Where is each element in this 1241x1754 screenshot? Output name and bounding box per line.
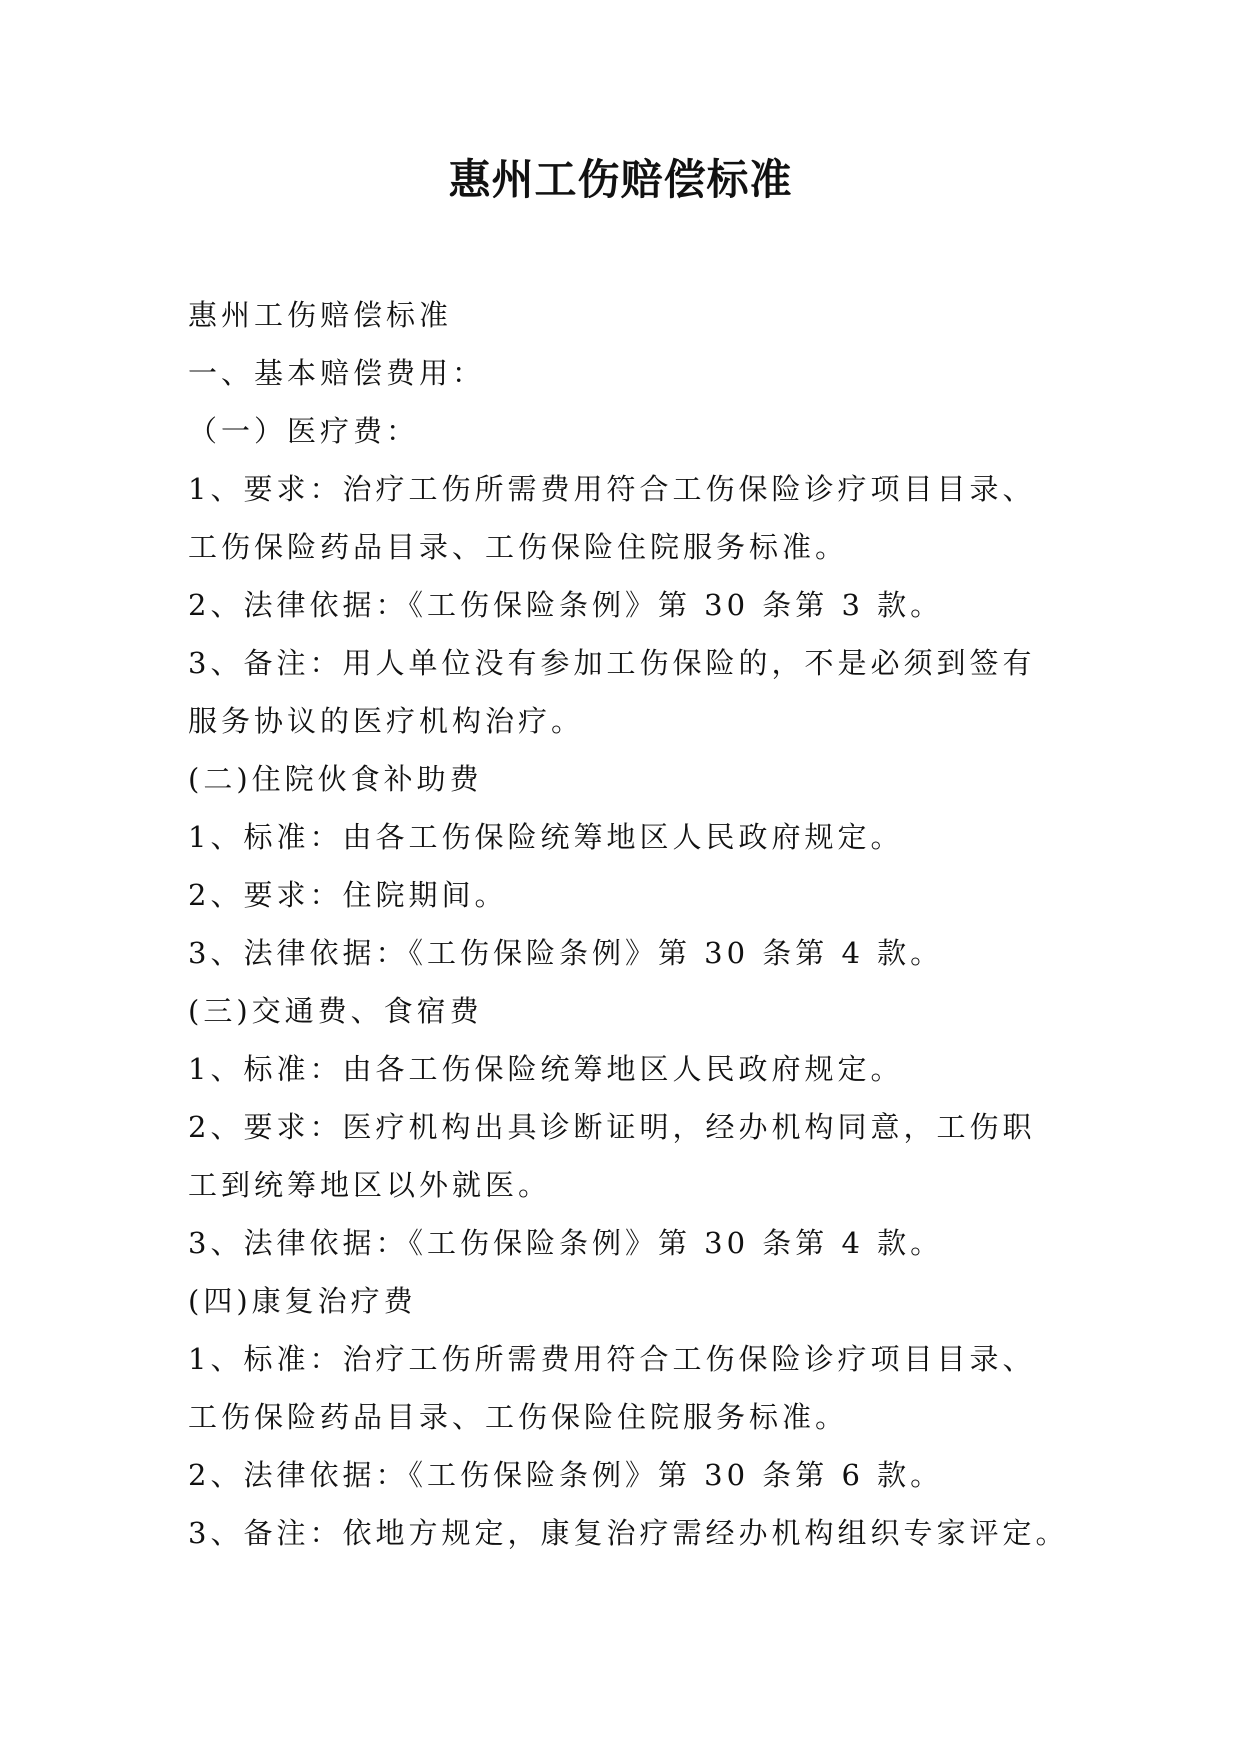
- paragraph-line: 3、备注：用人单位没有参加工伤保险的，不是必须到签有: [188, 646, 1036, 680]
- paragraph-line: 3、法律依据：《工伤保险条例》第 30 条第 4 款。: [188, 1226, 944, 1260]
- paragraph-line: 工伤保险药品目录、工伤保险住院服务标准。: [188, 1400, 849, 1434]
- paragraph-line: 工伤保险药品目录、工伤保险住院服务标准。: [188, 530, 849, 564]
- paragraph-line: 工到统筹地区以外就医。: [188, 1168, 552, 1202]
- subsection-heading-rehabilitation: (四)康复治疗费: [188, 1284, 417, 1318]
- paragraph-line: 服务协议的医疗机构治疗。: [188, 704, 585, 738]
- subsection-heading-transport-lodging: (三)交通费、食宿费: [188, 994, 483, 1028]
- paragraph-line: 3、法律依据：《工伤保险条例》第 30 条第 4 款。: [188, 936, 944, 970]
- section-heading-basic-compensation: 一、基本赔偿费用：: [188, 356, 486, 390]
- paragraph-line: 2、要求：医疗机构出具诊断证明，经办机构同意，工伤职: [188, 1110, 1036, 1144]
- paragraph-line: 1、要求：治疗工伤所需费用符合工伤保险诊疗项目目录、: [188, 472, 1036, 506]
- document-body: [188, 286, 1088, 1562]
- paragraph-line: 2、法律依据：《工伤保险条例》第 30 条第 3 款。: [188, 588, 944, 622]
- document-title: 惠州工伤赔偿标准: [448, 155, 793, 204]
- subsection-heading-medical-fee: （一）医疗费：: [188, 414, 420, 448]
- paragraph-line: 1、标准：治疗工伤所需费用符合工伤保险诊疗项目目录、: [188, 1342, 1036, 1376]
- subsection-heading-meal-subsidy: (二)住院伙食补助费: [188, 762, 483, 796]
- paragraph-line: 2、法律依据：《工伤保险条例》第 30 条第 6 款。: [188, 1458, 944, 1492]
- paragraph-heading: 惠州工伤赔偿标准: [188, 298, 453, 332]
- paragraph-line: 1、标准：由各工伤保险统筹地区人民政府规定。: [188, 1052, 904, 1086]
- paragraph-line: 1、标准：由各工伤保险统筹地区人民政府规定。: [188, 820, 904, 854]
- paragraph-line: 2、要求：住院期间。: [188, 878, 508, 912]
- paragraph-line: 3、备注：依地方规定，康复治疗需经办机构组织专家评定。: [188, 1516, 1069, 1550]
